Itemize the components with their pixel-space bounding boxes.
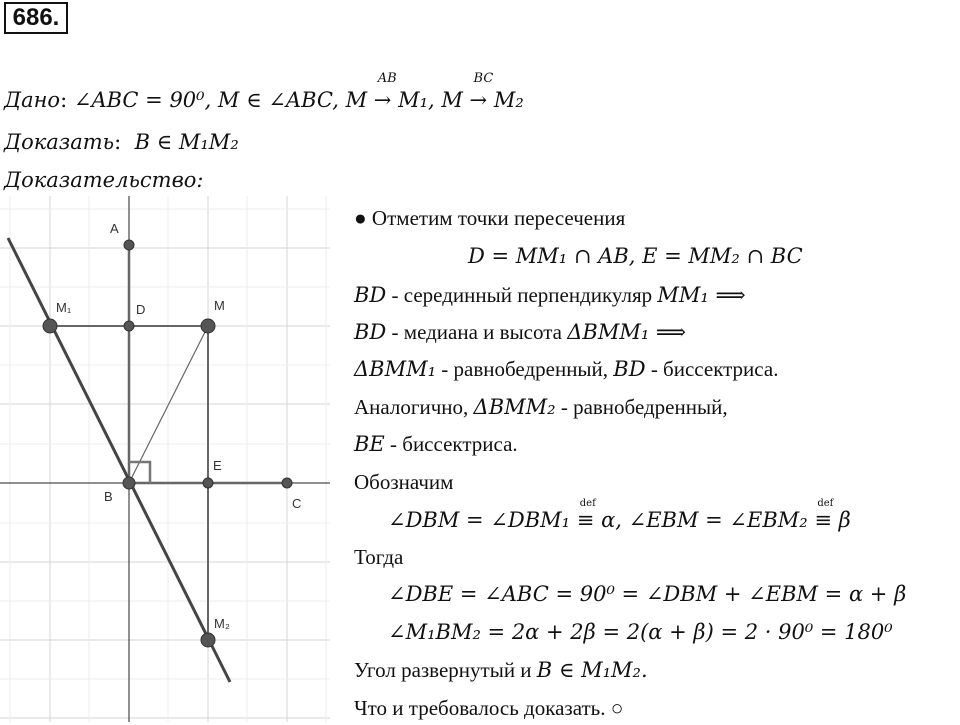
- point-a: [124, 240, 134, 250]
- def-label-1: def: [579, 498, 596, 509]
- proof-line-7: [354, 432, 518, 457]
- point-c: [282, 478, 292, 488]
- proof-line-2: D = MM₁ ∩ AB, E = MM₂ ∩ BC: [468, 244, 803, 268]
- given-label: Дано: [4, 88, 61, 112]
- proof-line-5-d: - биссектриса.: [645, 357, 779, 381]
- line-m1m2: [8, 238, 230, 682]
- given-text-2: M₁, M: [398, 88, 463, 112]
- point-b: [123, 477, 135, 489]
- given-line: Дано: ∠ABC = 90⁰, M ∈ ∠ABC, M → AB M₁, M → BC M₂: [4, 71, 524, 112]
- point-m1: [43, 319, 57, 333]
- label-m2: M₂: [214, 616, 230, 631]
- proof-line-7-a: BE: [354, 432, 385, 456]
- proof-line-13: [354, 658, 648, 683]
- def-equal-sign-2: ≡ def: [814, 498, 834, 532]
- proof-line-4-a: BD: [354, 320, 387, 344]
- proof-line-5: [354, 357, 778, 382]
- proof-line-4-c: ΔBMM₁ ⟹: [567, 320, 687, 344]
- proof-line-9: [388, 498, 851, 532]
- geometry-figure: [0, 196, 330, 722]
- def-label-2: def: [817, 498, 834, 509]
- label-d: D: [136, 302, 146, 317]
- reflection-arrow-ab: → AB: [373, 71, 397, 112]
- proof-line-6: [354, 395, 728, 420]
- proof-line-1: ● Отметим точки пересечения: [354, 206, 626, 230]
- proof-line-9-b: α, ∠EBM = ∠EBM₂: [594, 508, 815, 532]
- prove-text: B ∈ M₁M₂: [134, 130, 239, 154]
- point-e: [203, 478, 213, 488]
- proof-line-7-b: - биссектриса.: [384, 432, 518, 456]
- grid: [0, 196, 330, 722]
- arrow-label-bc: BC: [473, 71, 494, 86]
- point-m: [201, 319, 215, 333]
- label-m: M: [214, 298, 225, 313]
- label-e: E: [213, 458, 222, 473]
- proof-line-6-a: Аналогично,: [354, 395, 474, 419]
- proof-heading: Доказательство:: [4, 168, 204, 192]
- point-m2: [201, 633, 215, 647]
- proof-line-4: [354, 320, 686, 345]
- proof-line-6-b: ΔBMM₂: [473, 395, 556, 419]
- proof-line-11: ∠DBE = ∠ABC = 90⁰ = ∠DBM + ∠EBM = α + β: [388, 582, 907, 606]
- proof-line-3-c: MM₁ ⟹: [657, 283, 746, 307]
- proof-line-10: Тогда: [354, 545, 404, 569]
- proof-line-8: Обозначим: [354, 470, 454, 494]
- proof-line-6-c: - равнобедренный,: [555, 395, 728, 419]
- proof-line-13-a: Угол развернутый и: [354, 658, 537, 682]
- proof-line-5-c: BD: [613, 357, 646, 381]
- proof-line-5-b: - равнобедренный,: [436, 357, 614, 381]
- given-text: ∠ABC = 90⁰, M ∈ ∠ABC, M: [73, 88, 368, 112]
- proof-line-12: ∠M₁BM₂ = 2α + 2β = 2(α + β) = 2 · 90⁰ = 180⁰: [388, 620, 893, 644]
- proof-line-13-b: B ∈ M₁M₂.: [536, 658, 648, 682]
- label-c: C: [292, 496, 302, 511]
- proof-line-4-b: - медиана и высота: [386, 320, 568, 344]
- arrow-label-ab: AB: [377, 71, 397, 86]
- label-a: A: [110, 221, 119, 236]
- def-equal-sign-1: ≡ def: [576, 498, 596, 532]
- proof-line-3: [354, 283, 746, 308]
- proof-line-3-a: BD: [354, 283, 387, 307]
- problem-number: 686.: [4, 2, 68, 34]
- reflection-arrow-bc: → BC: [469, 71, 494, 112]
- proof-line-3-b: - серединный перпендикуляр: [386, 283, 658, 307]
- prove-line: Доказать: B ∈ M₁M₂: [4, 130, 239, 154]
- proof-line-9-a: ∠DBM = ∠DBM₁: [388, 508, 577, 532]
- label-b: B: [104, 489, 113, 504]
- proof-line-14: Что и требовалось доказать. ○: [354, 696, 624, 720]
- given-text-3: M₂: [493, 88, 524, 112]
- proof-line-9-c: β: [831, 508, 851, 532]
- prove-label: Доказать: [4, 130, 115, 154]
- proof-line-5-a: ΔBMM₁: [354, 357, 437, 381]
- label-m1: M₁: [56, 300, 72, 315]
- point-d: [124, 321, 134, 331]
